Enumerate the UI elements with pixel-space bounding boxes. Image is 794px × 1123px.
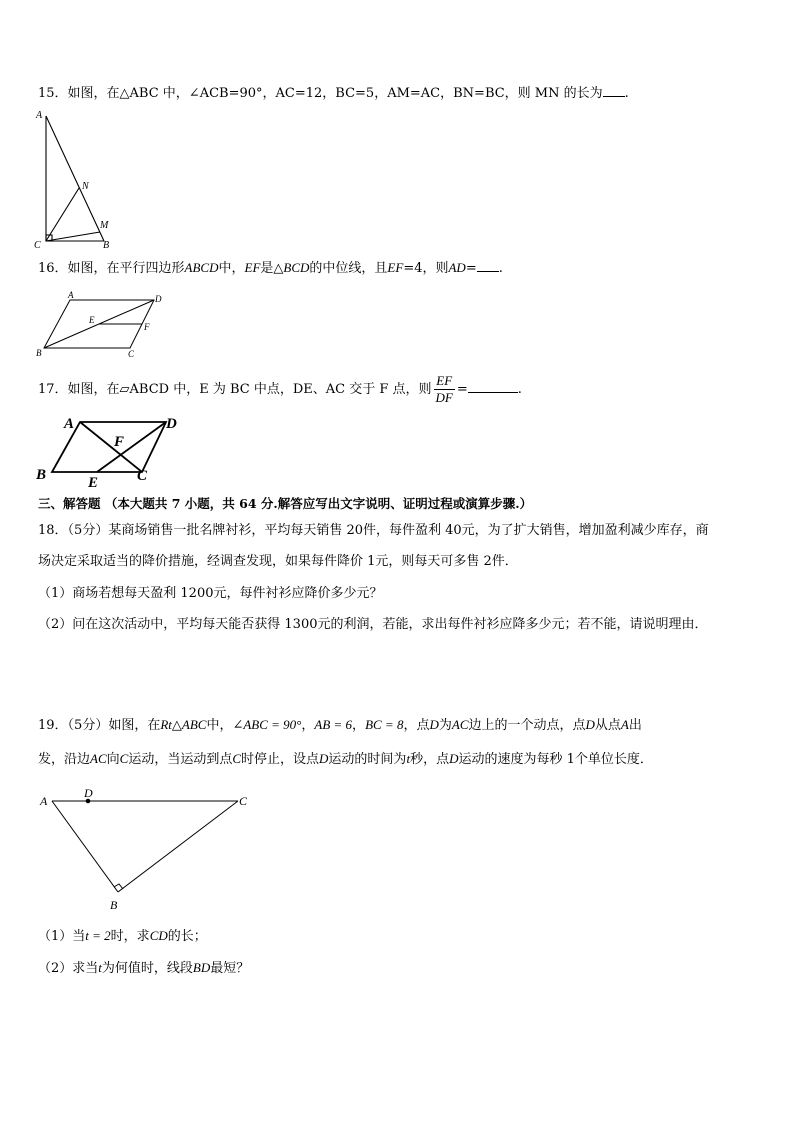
q19-point-d: D xyxy=(449,751,459,766)
q19-sub-2 xyxy=(38,959,249,978)
q19-point-c: C xyxy=(232,751,242,766)
q19-point-d: D xyxy=(319,751,329,766)
q15-text: 15．如图，在△ABC 中，∠ACB=90°，AC=12，BC=5，AM=AC，BN=BC，则 MN 的长为 xyxy=(38,86,603,101)
q19-text: 最短？ xyxy=(210,961,250,976)
q16-label-c: C xyxy=(128,349,135,359)
q19-text: 发，沿边 xyxy=(38,752,91,767)
q16-label-e: E xyxy=(89,315,95,325)
q16-end: . xyxy=(498,261,503,276)
q19-text: 从点 xyxy=(594,718,621,733)
q19-ab: AB = 6 xyxy=(314,717,353,732)
q19-sub-1 xyxy=(38,927,207,946)
q16-ef: EF xyxy=(244,260,261,275)
q15-label-n: N xyxy=(82,181,89,192)
q16-answer-blank xyxy=(477,259,499,272)
q15-side-ab xyxy=(46,116,104,241)
q19-text: 19．（5分）如图，在 xyxy=(38,718,161,733)
q19-point-d: D xyxy=(585,717,595,732)
q16-text-d: 的中位线，且 xyxy=(309,261,388,276)
q16-label-b: B xyxy=(36,348,42,358)
q17-text-line xyxy=(38,370,522,410)
q15-segment-cn xyxy=(46,188,79,241)
q19-text: （1）当 xyxy=(38,929,86,944)
q19-text: 中， xyxy=(206,718,233,733)
q15-figure xyxy=(30,106,130,250)
q19-label-c: C xyxy=(239,794,248,808)
q17-label-b: B xyxy=(36,467,47,483)
q17-end: . xyxy=(517,382,522,397)
q17-label-c: C xyxy=(137,468,148,484)
q19-text: （2）求当 xyxy=(38,961,99,976)
q19-time-t: t xyxy=(98,960,102,975)
q17-label-d: D xyxy=(166,416,177,432)
q15-text-line xyxy=(38,84,629,103)
q16-abcd: ABCD xyxy=(184,260,219,275)
q19-point-a: A xyxy=(620,717,629,732)
q18-line-1: 18．（5分）某商场销售一批名牌衬衫，平均每天销售 20件，每件盈利 40元，为了扩大销售，增加盈利减少库存，商 xyxy=(38,523,709,538)
q16-text-a: 16．如图，在平行四边形 xyxy=(38,261,185,276)
q15-end: . xyxy=(624,86,629,101)
q17-label-a: A xyxy=(64,416,75,432)
section-3-heading xyxy=(38,495,532,513)
q19-label-b: B xyxy=(110,898,118,912)
q19-label-d: D xyxy=(84,786,93,800)
q19-side-bc xyxy=(118,801,238,892)
q17-figure xyxy=(34,412,184,488)
q16-text-f: = xyxy=(465,261,477,276)
q19-text: ，点 xyxy=(403,718,430,733)
q19-side-ab xyxy=(52,801,118,892)
q19-line-2 xyxy=(38,750,653,769)
q19-text: 的长； xyxy=(167,929,207,944)
q16-bcd: BCD xyxy=(283,260,310,275)
q19-cd: CD xyxy=(149,928,168,943)
q15-segment-cm xyxy=(46,232,100,241)
q19-label-a: A xyxy=(40,794,48,808)
q19-bd: BD xyxy=(192,960,211,975)
q17-label-e: E xyxy=(88,475,99,488)
section-3-title: 三、解答题 xyxy=(38,496,101,511)
q19-text: 边上的一个动点，点 xyxy=(468,718,586,733)
q16-text-e: =4，则 xyxy=(403,261,449,276)
q19-text: 出 xyxy=(628,718,642,733)
q19-text: 运动的速度为每秒 1个单位长度． xyxy=(458,752,653,767)
q16-label-f: F xyxy=(144,322,150,332)
q19-text: 向 xyxy=(106,752,120,767)
q19-text: 为 xyxy=(438,718,452,733)
q15-label-m: M xyxy=(100,220,109,231)
q16-label-a: A xyxy=(68,290,74,300)
q19-point-d: D xyxy=(429,717,439,732)
q19-line-1 xyxy=(38,716,642,735)
q17-fraction xyxy=(434,373,455,406)
q16-ad: AD xyxy=(448,260,466,275)
q19-time-t: t xyxy=(406,751,411,766)
q19-text: 为何值时，线段 xyxy=(101,961,193,976)
q16-label-d: D xyxy=(155,294,162,304)
q16-text-line xyxy=(38,259,503,278)
q19-text: 时停止，设点 xyxy=(241,752,320,767)
q19-bc: BC = 8 xyxy=(365,717,404,732)
q19-text: 运动的时间为 xyxy=(328,752,407,767)
q19-triangle: Rt△ABC xyxy=(160,717,207,732)
q17-text-b: = xyxy=(456,382,468,397)
q19-text: 秒，点 xyxy=(410,752,450,767)
q17-text-a: 17．如图，在▱ABCD 中，E 为 BC 中点，DE、AC 交于 F 点，则 xyxy=(38,382,432,397)
q19-text: 运动，当运动到点 xyxy=(128,752,233,767)
q19-point-c: C xyxy=(119,751,129,766)
q19-text: ， xyxy=(301,718,315,733)
q16-figure xyxy=(32,288,172,360)
q19-text: ， xyxy=(352,718,366,733)
q17-fraction-numerator: EF xyxy=(434,373,455,390)
q19-time-t: t = 2 xyxy=(85,928,111,943)
q16-text-c: 是△ xyxy=(260,261,284,276)
q15-label-c: C xyxy=(34,240,41,250)
q18-sub-2: （2）问在这次活动中，平均每天能否获得 1300元的利润，若能，求出每件衬衫应降多少元；若不能，请说明理由． xyxy=(38,617,708,632)
q15-label-b: B xyxy=(103,240,110,250)
section-3-note: （本大题共 7 小题，共 64 分.解答应写出文字说明、证明过程或演算步骤.） xyxy=(104,496,533,511)
q19-angle: ∠ABC = 90° xyxy=(232,717,302,732)
q18-sub-1: （1）商场若想每天盈利 1200元，每件衬衫应降价多少元？ xyxy=(38,586,383,601)
q17-fraction-denominator: DF xyxy=(435,390,453,405)
q16-ef2: EF xyxy=(387,260,404,275)
q19-figure xyxy=(38,786,258,912)
q19-ac: AC xyxy=(451,717,469,732)
q19-ac: AC xyxy=(90,751,107,766)
q16-text-b: 中， xyxy=(218,261,245,276)
q17-label-f: F xyxy=(114,434,125,450)
q19-text: 时，求 xyxy=(110,929,150,944)
q15-answer-blank xyxy=(603,84,625,97)
q17-answer-blank xyxy=(468,380,518,393)
q18-line-2: 场决定采取适当的降价措施，经调查发现，如果每件降价 1元，则每天可多售 2件． xyxy=(38,554,518,569)
q15-label-a: A xyxy=(36,110,43,121)
